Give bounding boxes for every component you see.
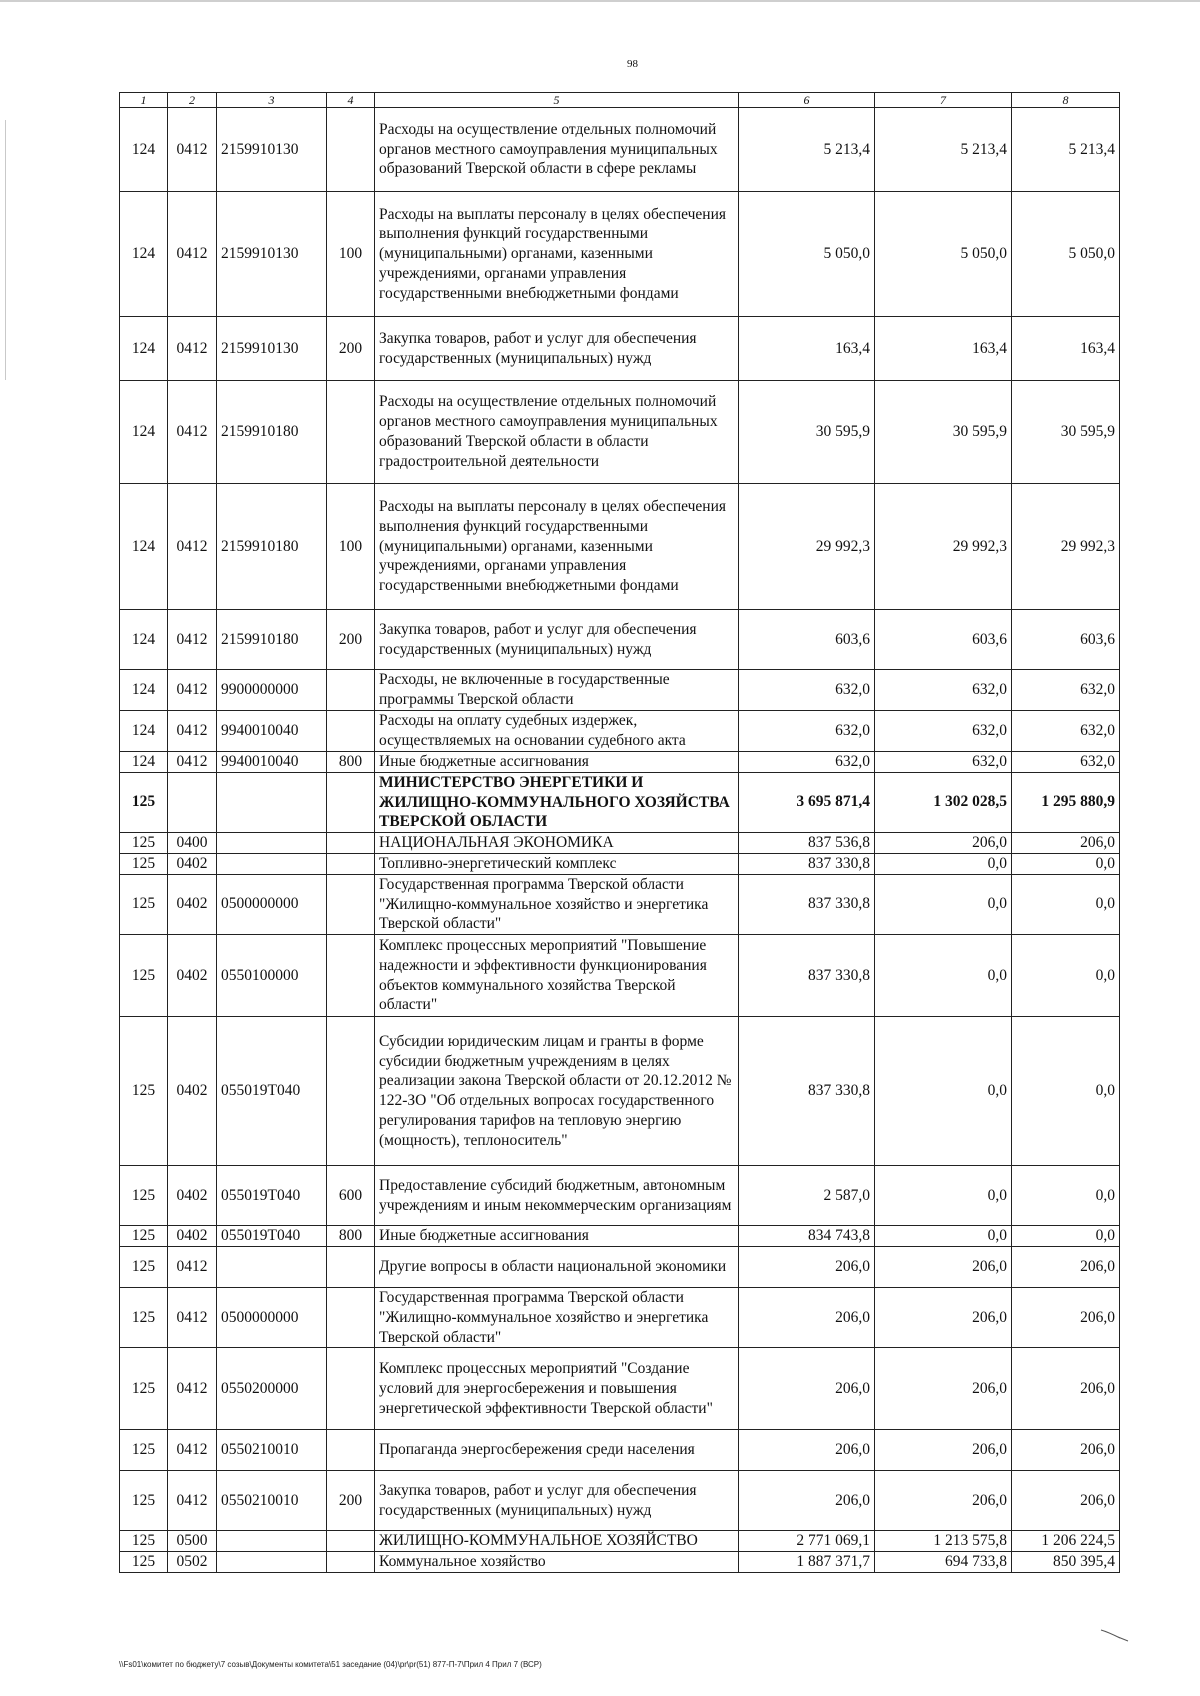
cell-expense-type: 100 [327,484,375,610]
cell-amount-col7: 0,0 [875,853,1012,874]
cell-amount-col7: 163,4 [875,317,1012,381]
cell-amount-col6: 2 587,0 [739,1166,875,1226]
cell-subsection: 0402 [168,1017,217,1166]
table-row [120,752,1120,773]
cell-amount-col8: 632,0 [1012,752,1120,773]
cell-amount-col8: 0,0 [1012,935,1120,1017]
cell-subsection: 0412 [168,1430,217,1471]
cell-amount-col8: 0,0 [1012,853,1120,874]
cell-amount-col8: 1 206 224,5 [1012,1531,1120,1552]
cell-description: Коммунальное хозяйство [375,1552,739,1573]
cell-amount-col7: 1 213 575,8 [875,1531,1012,1552]
cell-section: 125 [120,833,168,854]
cell-amount-col7: 206,0 [875,1471,1012,1531]
cell-amount-col7: 206,0 [875,1348,1012,1430]
cell-section: 125 [120,853,168,874]
cell-description: Расходы на осуществление отдельных полномочий органов местного самоуправления муниципальных образований Тверской области в сфере рекламы [375,108,739,192]
cell-target: 055019Т040 [217,1166,327,1226]
cell-subsection: 0502 [168,1552,217,1573]
cell-subsection: 0412 [168,108,217,192]
table-row [120,772,1120,832]
cell-amount-col8: 603,6 [1012,610,1120,670]
cell-amount-col6: 603,6 [739,610,875,670]
cell-description: Комплекс процессных мероприятий "Создание условий для энергосбережения и повышения энергетической эффективности Тверской области" [375,1348,739,1430]
table-row [120,711,1120,752]
cell-amount-col6: 837 330,8 [739,853,875,874]
cell-amount-col8: 5 213,4 [1012,108,1120,192]
cell-amount-col6: 834 743,8 [739,1226,875,1247]
header-col-7: 7 [875,93,1012,108]
cell-amount-col7: 206,0 [875,1246,1012,1287]
cell-amount-col8: 0,0 [1012,1166,1120,1226]
table-row [120,108,1120,192]
cell-amount-col6: 837 330,8 [739,874,875,934]
cell-target: 2159910180 [217,610,327,670]
cell-description: Закупка товаров, работ и услуг для обеспечения государственных (муниципальных) нужд [375,1471,739,1531]
cell-amount-col6: 29 992,3 [739,484,875,610]
cell-amount-col8: 29 992,3 [1012,484,1120,610]
cell-section: 125 [120,874,168,934]
cell-description: Закупка товаров, работ и услуг для обеспечения государственных (муниципальных) нужд [375,610,739,670]
cell-section: 125 [120,1166,168,1226]
table-row [120,1287,1120,1347]
table-row [120,1246,1120,1287]
cell-section: 125 [120,772,168,832]
table-row [120,874,1120,934]
cell-amount-col7: 30 595,9 [875,381,1012,484]
cell-amount-col6: 5 050,0 [739,192,875,317]
table-row [120,853,1120,874]
cell-section: 125 [120,935,168,1017]
cell-target [217,853,327,874]
cell-amount-col8: 206,0 [1012,1246,1120,1287]
cell-target: 9900000000 [217,670,327,711]
table-row [120,1017,1120,1166]
cell-description: Другие вопросы в области национальной экономики [375,1246,739,1287]
cell-amount-col7: 206,0 [875,1430,1012,1471]
header-col-8: 8 [1012,93,1120,108]
cell-subsection: 0412 [168,192,217,317]
cell-target: 0550210010 [217,1430,327,1471]
cell-amount-col6: 837 330,8 [739,1017,875,1166]
cell-amount-col6: 206,0 [739,1430,875,1471]
table-row [120,1226,1120,1247]
cell-amount-col8: 1 295 880,9 [1012,772,1120,832]
cell-subsection: 0412 [168,317,217,381]
cell-subsection: 0412 [168,1287,217,1347]
cell-section: 125 [120,1348,168,1430]
cell-subsection: 0412 [168,484,217,610]
cell-amount-col7: 0,0 [875,1166,1012,1226]
cell-subsection: 0412 [168,711,217,752]
table-row [120,1166,1120,1226]
cell-amount-col6: 206,0 [739,1287,875,1347]
cell-amount-col7: 206,0 [875,833,1012,854]
cell-subsection: 0400 [168,833,217,854]
cell-section: 124 [120,752,168,773]
cell-description: Государственная программа Тверской области "Жилищно-коммунальное хозяйство и энергетика Тверской области" [375,1287,739,1347]
cell-target: 0550210010 [217,1471,327,1531]
cell-expense-type: 200 [327,610,375,670]
cell-description: Субсидии юридическим лицам и гранты в форме субсидии бюджетным учреждениям в целях реализации закона Тверской области от 20.12.2012 № 122-ЗО "Об отдельных вопросах государственного регулирования тарифов на тепловую энергию (мощность), теплоноситель" [375,1017,739,1166]
cell-expense-type [327,1531,375,1552]
cell-target: 0500000000 [217,874,327,934]
cell-amount-col6: 2 771 069,1 [739,1531,875,1552]
cell-section: 125 [120,1287,168,1347]
cell-subsection: 0402 [168,1226,217,1247]
cell-amount-col7: 603,6 [875,610,1012,670]
cell-amount-col7: 1 302 028,5 [875,772,1012,832]
cell-amount-col7: 5 050,0 [875,192,1012,317]
cell-amount-col8: 206,0 [1012,1287,1120,1347]
cell-amount-col7: 0,0 [875,1226,1012,1247]
cell-target [217,1552,327,1573]
cell-expense-type [327,1246,375,1287]
cell-expense-type: 200 [327,317,375,381]
cell-section: 124 [120,610,168,670]
cell-target: 2159910130 [217,317,327,381]
cell-target [217,1531,327,1552]
cell-section: 125 [120,1552,168,1573]
header-col-2: 2 [168,93,217,108]
cell-amount-col7: 0,0 [875,874,1012,934]
cell-description: Расходы на осуществление отдельных полномочий органов местного самоуправления муниципальных образований Тверской области в области градостроительной деятельности [375,381,739,484]
cell-subsection: 0412 [168,1246,217,1287]
cell-amount-col8: 206,0 [1012,833,1120,854]
cell-target: 9940010040 [217,752,327,773]
table-row [120,317,1120,381]
cell-amount-col6: 206,0 [739,1348,875,1430]
cell-expense-type [327,833,375,854]
cell-target [217,772,327,832]
cell-description: Иные бюджетные ассигнования [375,1226,739,1247]
cell-amount-col7: 632,0 [875,711,1012,752]
cell-amount-col8: 163,4 [1012,317,1120,381]
cell-subsection: 0402 [168,874,217,934]
cell-section: 125 [120,1531,168,1552]
cell-amount-col7: 694 733,8 [875,1552,1012,1573]
cell-amount-col8: 206,0 [1012,1430,1120,1471]
table-row [120,610,1120,670]
cell-section: 124 [120,711,168,752]
header-col-6: 6 [739,93,875,108]
cell-expense-type [327,1430,375,1471]
cell-amount-col8: 850 395,4 [1012,1552,1120,1573]
cell-amount-col7: 632,0 [875,670,1012,711]
cell-target: 2159910130 [217,192,327,317]
table-row [120,1552,1120,1573]
cell-amount-col6: 163,4 [739,317,875,381]
cell-description: Иные бюджетные ассигнования [375,752,739,773]
cell-target: 0550100000 [217,935,327,1017]
cell-amount-col6: 1 887 371,7 [739,1552,875,1573]
table-row [120,1430,1120,1471]
cell-subsection: 0412 [168,1471,217,1531]
cell-amount-col8: 632,0 [1012,711,1120,752]
cell-expense-type [327,1017,375,1166]
table-row [120,670,1120,711]
cell-description: Расходы на выплаты персоналу в целях обеспечения выполнения функций государственными (муниципальными) органами, казенными учреждениями, органами управления государственными внебюджетными фондами [375,192,739,317]
cell-subsection: 0412 [168,1348,217,1430]
table-row [120,1348,1120,1430]
table-row [120,1531,1120,1552]
cell-description: Расходы на выплаты персоналу в целях обеспечения выполнения функций государственными (муниципальными) органами, казенными учреждениями, органами управления государственными внебюджетными фондами [375,484,739,610]
header-row [120,93,1120,108]
cell-amount-col6: 632,0 [739,752,875,773]
cell-amount-col6: 5 213,4 [739,108,875,192]
cell-section: 124 [120,317,168,381]
cell-description: Расходы на оплату судебных издержек, осуществляемых на основании судебного акта [375,711,739,752]
cell-amount-col8: 206,0 [1012,1471,1120,1531]
cell-expense-type [327,711,375,752]
cell-description: Расходы, не включенные в государственные программы Тверской области [375,670,739,711]
cell-section: 125 [120,1226,168,1247]
cell-expense-type: 200 [327,1471,375,1531]
cell-expense-type: 800 [327,752,375,773]
cell-subsection: 0500 [168,1531,217,1552]
cell-subsection: 0402 [168,853,217,874]
header-col-1: 1 [120,93,168,108]
cell-target: 055019Т040 [217,1226,327,1247]
cell-amount-col6: 632,0 [739,711,875,752]
cell-expense-type [327,853,375,874]
top-edge-line [0,0,1200,2]
table-row [120,833,1120,854]
cell-amount-col6: 632,0 [739,670,875,711]
cell-description: Государственная программа Тверской области "Жилищно-коммунальное хозяйство и энергетика Тверской области" [375,874,739,934]
cell-subsection: 0412 [168,381,217,484]
budget-table [119,92,1120,1573]
cell-section: 124 [120,381,168,484]
table-row [120,935,1120,1017]
cell-expense-type [327,1348,375,1430]
cell-target: 2159910130 [217,108,327,192]
cell-section: 125 [120,1430,168,1471]
cell-expense-type [327,935,375,1017]
cell-section: 124 [120,192,168,317]
cell-amount-col8: 5 050,0 [1012,192,1120,317]
table-row [120,192,1120,317]
scan-margin-mark [5,120,6,380]
cell-expense-type [327,108,375,192]
cell-section: 124 [120,108,168,192]
cell-subsection [168,772,217,832]
cell-expense-type [327,670,375,711]
cell-expense-type [327,1552,375,1573]
cell-expense-type [327,1287,375,1347]
header-col-5: 5 [375,93,739,108]
cell-amount-col6: 206,0 [739,1246,875,1287]
cell-amount-col7: 632,0 [875,752,1012,773]
cell-target: 2159910180 [217,381,327,484]
cell-amount-col8: 0,0 [1012,1226,1120,1247]
cell-amount-col8: 632,0 [1012,670,1120,711]
cell-target: 0500000000 [217,1287,327,1347]
cell-target [217,1246,327,1287]
page-number: 98 [627,58,638,70]
cell-amount-col8: 0,0 [1012,1017,1120,1166]
cell-description: Комплекс процессных мероприятий "Повышение надежности и эффективности функционирования объектов коммунального хозяйства Тверской области" [375,935,739,1017]
cell-subsection: 0402 [168,935,217,1017]
cell-amount-col7: 0,0 [875,935,1012,1017]
cell-description: ЖИЛИЩНО-КОММУНАЛЬНОЕ ХОЗЯЙСТВО [375,1531,739,1552]
cell-target [217,833,327,854]
cell-expense-type: 800 [327,1226,375,1247]
cell-amount-col8: 206,0 [1012,1348,1120,1430]
cell-amount-col7: 206,0 [875,1287,1012,1347]
table-row [120,381,1120,484]
cell-amount-col7: 5 213,4 [875,108,1012,192]
cell-amount-col6: 837 330,8 [739,935,875,1017]
cell-expense-type: 600 [327,1166,375,1226]
cell-target: 2159910180 [217,484,327,610]
header-col-3: 3 [217,93,327,108]
cell-subsection: 0402 [168,1166,217,1226]
cell-expense-type: 100 [327,192,375,317]
cell-subsection: 0412 [168,670,217,711]
cell-description: Предоставление субсидий бюджетным, автономным учреждениям и иным некоммерческим организациям [375,1166,739,1226]
cell-section: 124 [120,670,168,711]
cell-description: Пропаганда энергосбережения среди населения [375,1430,739,1471]
cell-expense-type [327,874,375,934]
cell-expense-type [327,772,375,832]
cell-description: НАЦИОНАЛЬНАЯ ЭКОНОМИКА [375,833,739,854]
pen-mark [1100,1628,1130,1642]
cell-amount-col6: 30 595,9 [739,381,875,484]
header-col-4: 4 [327,93,375,108]
table-row [120,484,1120,610]
cell-subsection: 0412 [168,752,217,773]
table-row [120,1471,1120,1531]
cell-target: 0550200000 [217,1348,327,1430]
cell-section: 125 [120,1471,168,1531]
footer-file-path: \\Fs01\комитет по бюджету\7 созыв\Документы комитета\51 заседание (04)\pr\pr(51) 877-П-7\Прил 4 Прил 7 (ВСР) [119,1660,542,1669]
cell-section: 125 [120,1246,168,1287]
cell-subsection: 0412 [168,610,217,670]
cell-amount-col6: 3 695 871,4 [739,772,875,832]
cell-target: 055019Т040 [217,1017,327,1166]
cell-amount-col6: 837 536,8 [739,833,875,854]
cell-amount-col7: 0,0 [875,1017,1012,1166]
cell-amount-col8: 30 595,9 [1012,381,1120,484]
cell-description: МИНИСТЕРСТВО ЭНЕРГЕТИКИ И ЖИЛИЩНО-КОММУНАЛЬНОГО ХОЗЯЙСТВА ТВЕРСКОЙ ОБЛАСТИ [375,772,739,832]
cell-section: 125 [120,1017,168,1166]
cell-description: Топливно-энергетический комплекс [375,853,739,874]
cell-description: Закупка товаров, работ и услуг для обеспечения государственных (муниципальных) нужд [375,317,739,381]
cell-amount-col6: 206,0 [739,1471,875,1531]
cell-amount-col8: 0,0 [1012,874,1120,934]
cell-section: 124 [120,484,168,610]
cell-amount-col7: 29 992,3 [875,484,1012,610]
cell-target: 9940010040 [217,711,327,752]
cell-expense-type [327,381,375,484]
